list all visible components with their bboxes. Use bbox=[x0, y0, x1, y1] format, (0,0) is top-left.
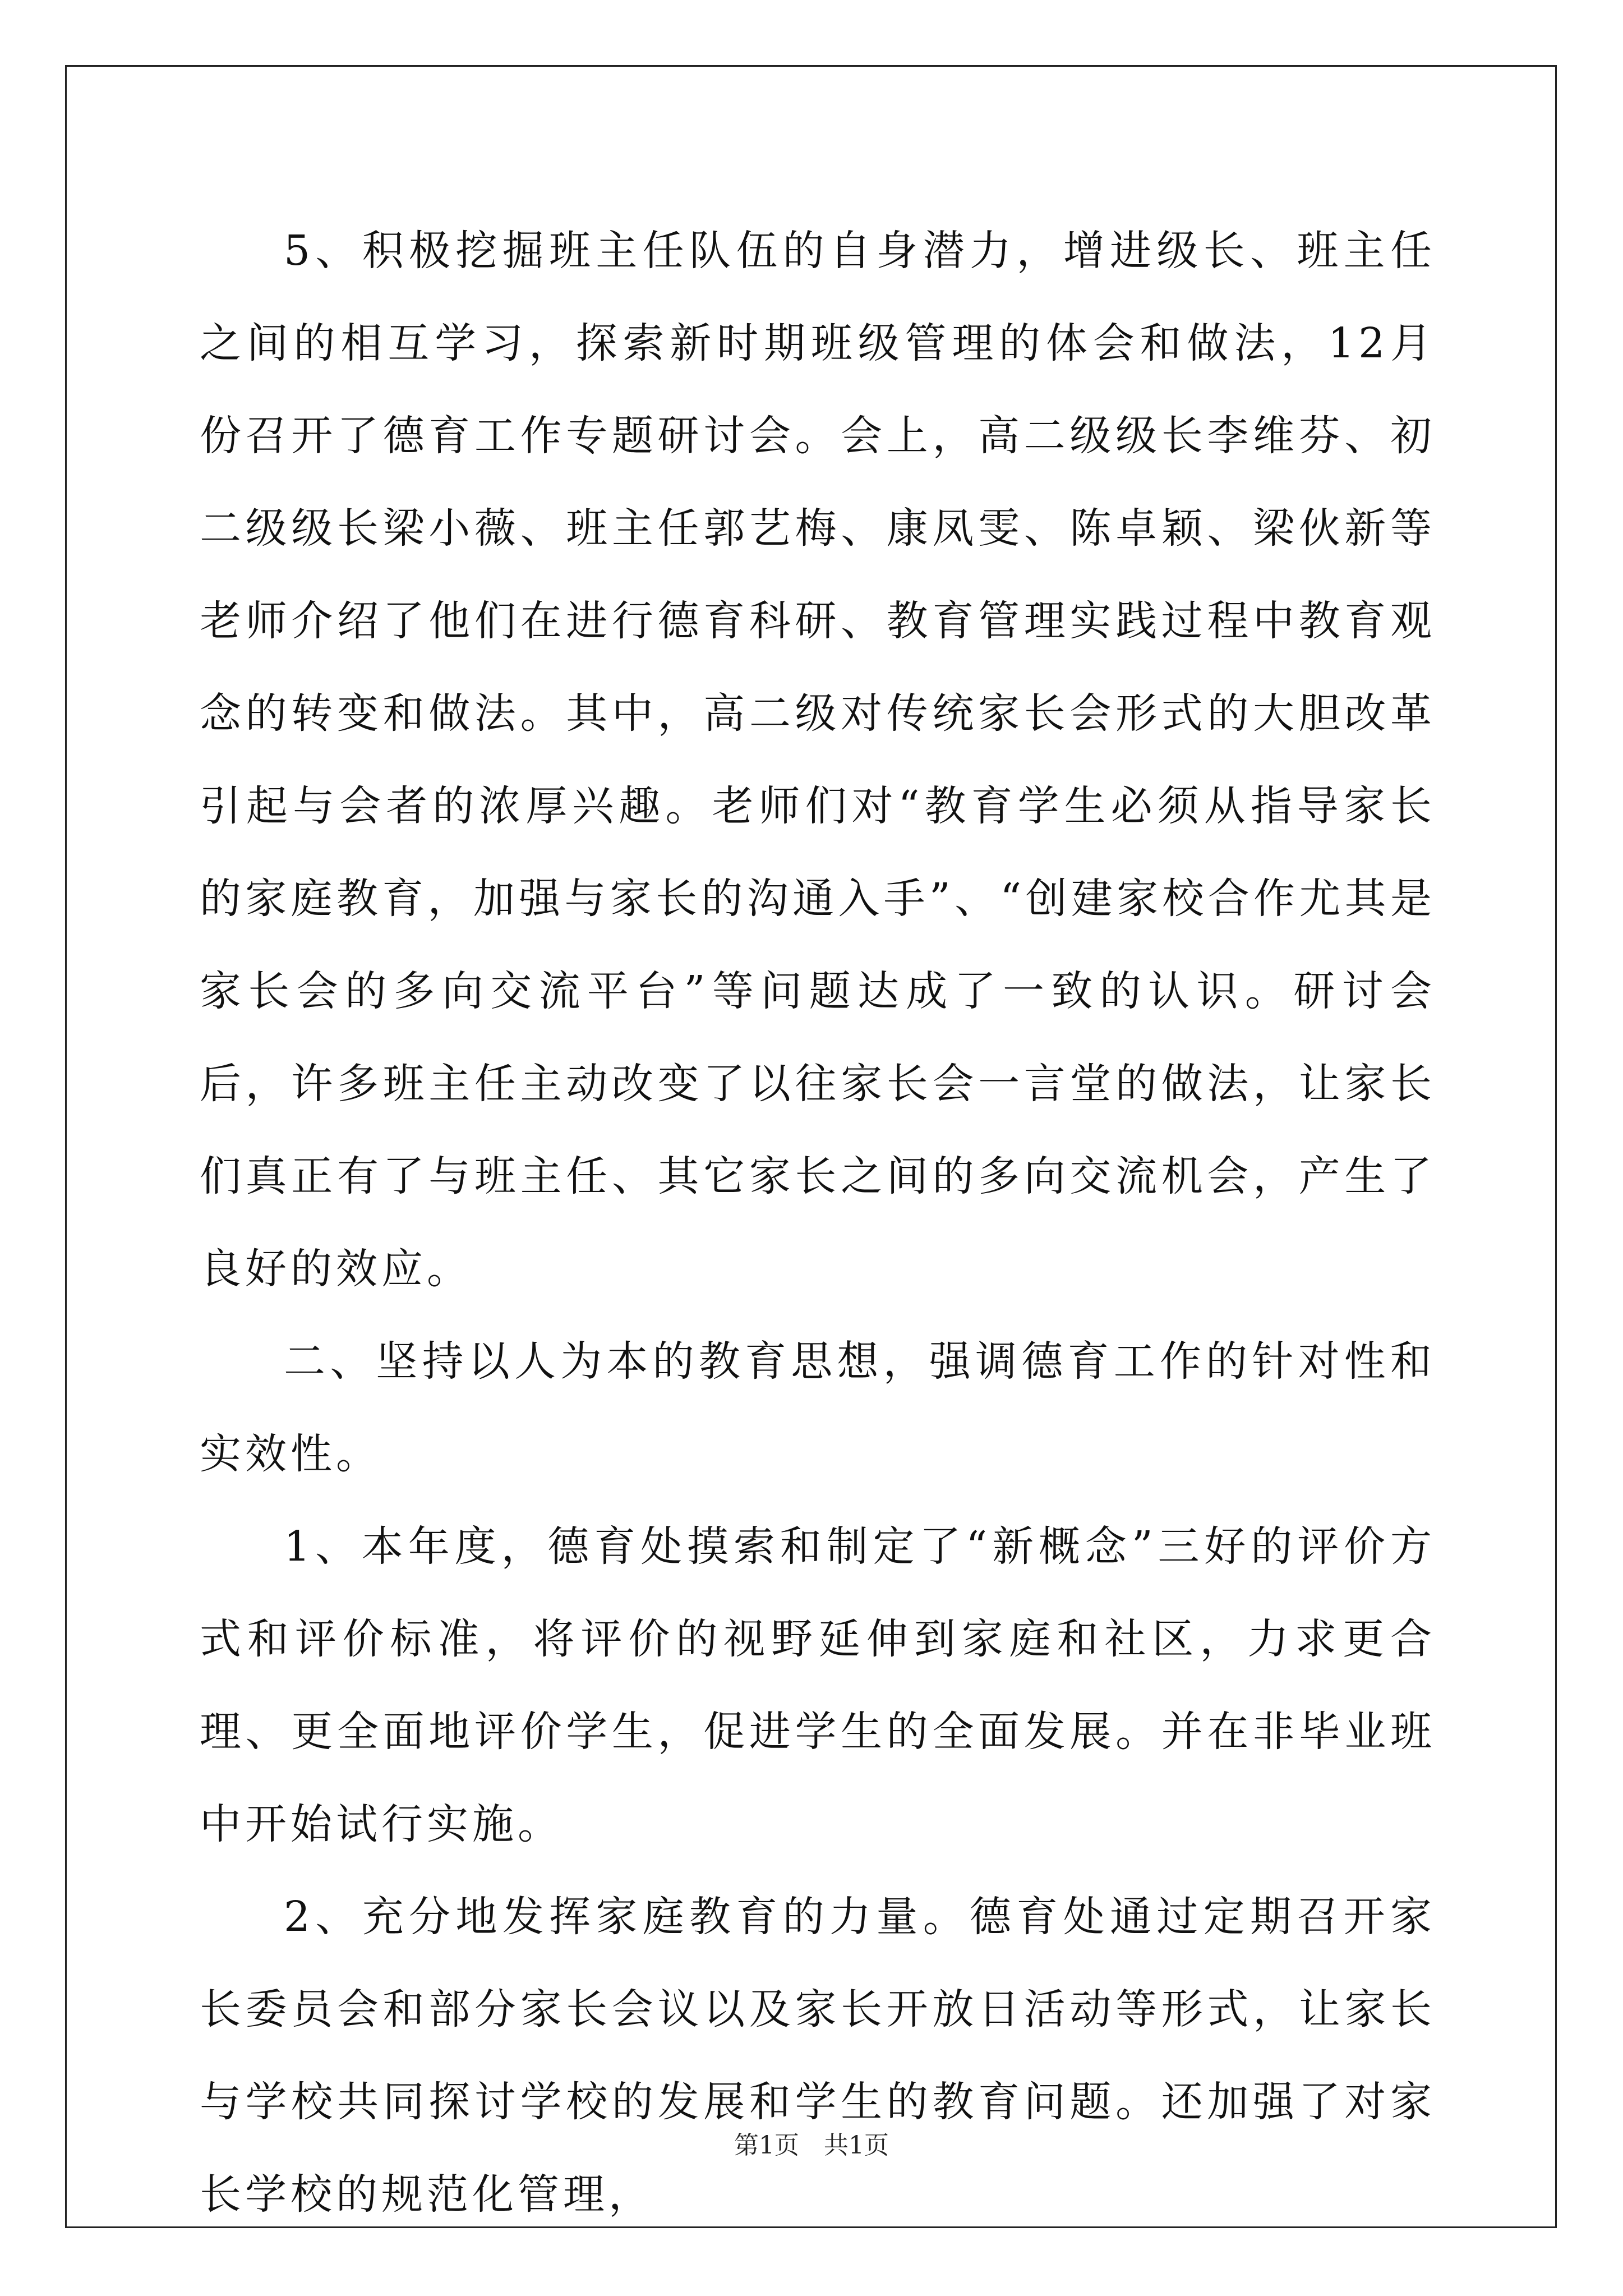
paragraph: 5、积极挖掘班主任队伍的自身潜力，增进级长、班主任之间的相互学习，探索新时期班级管理的体会和做法，12月份召开了德育工作专题研讨会。会上，高二级级长李维芬、初二级级长梁小薇、班主任郭艺梅、康凤雯、陈卓颖、梁伙新等老师介绍了他们在进行德育科研、教育管理实践过程中教育观念的转变和做法。其中，高二级对传统家长会形式的大胆改革引起与会者的浓厚兴趣。老师们对“教育学生必须从指导家长的家庭教育，加强与家长的沟通入手”、“创建家校合作尤其是家长会的多向交流平台”等问题达成了一致的认识。研讨会后，许多班主任主动改变了以往家长会一言堂的做法，让家长们真正有了与班主任、其它家长之间的多向交流机会，产生了良好的效应。 bbox=[200, 227, 1436, 1293]
document-body bbox=[200, 205, 1436, 2241]
paragraph: 2、充分地发挥家庭教育的力量。德育处通过定期召开家长委员会和部分家长会议以及家长开放日活动等形式，让家长与学校共同探讨学校的发展和学生的教育问题。还加强了对家长学校的规范化管理， bbox=[200, 1893, 1436, 2219]
page-total: 共1页 bbox=[824, 2131, 889, 2160]
page-footer bbox=[0, 2129, 1623, 2162]
paragraph: 二、坚持以人为本的教育思想，强调德育工作的针对性和实效性。 bbox=[200, 1337, 1436, 1478]
page-number: 第1页 bbox=[734, 2131, 799, 2160]
paragraph: 1、本年度，德育处摸索和制定了“新概念”三好的评价方式和评价标准，将评价的视野延伸到家庭和社区，力求更合理、更全面地评价学生，促进学生的全面发展。并在非毕业班中开始试行实施。 bbox=[200, 1522, 1436, 1848]
